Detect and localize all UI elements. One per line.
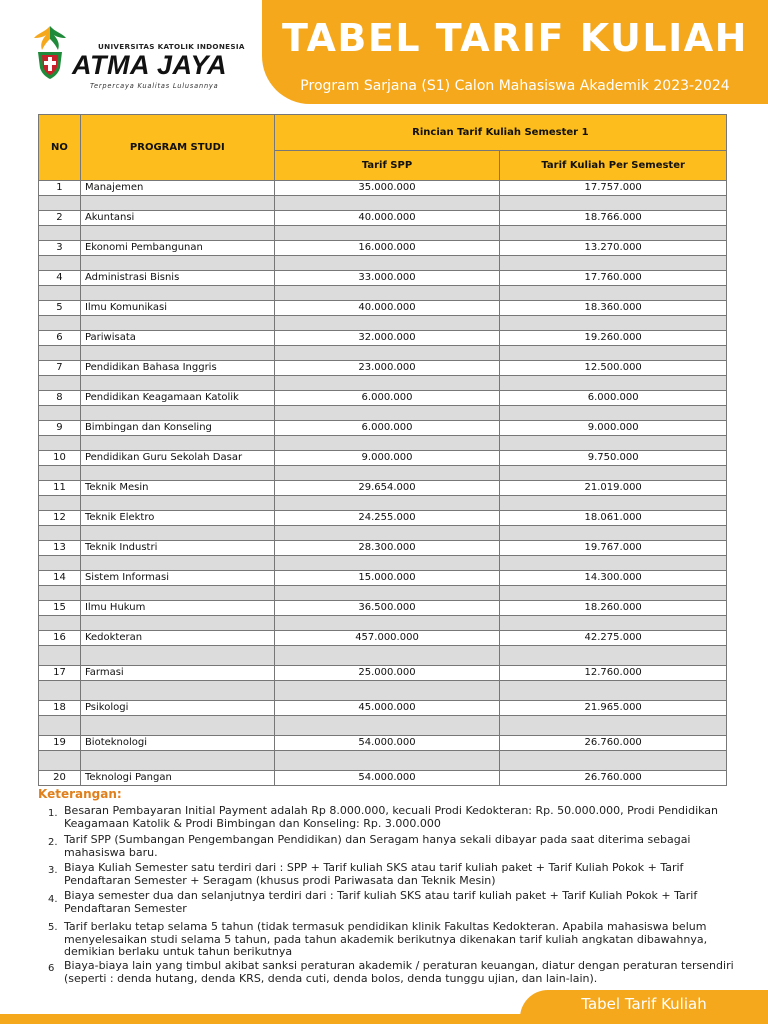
note-number: 1.	[48, 808, 58, 819]
table-spacer-row	[39, 751, 727, 771]
spacer-cell	[274, 376, 500, 391]
table-row	[39, 481, 727, 496]
spacer-cell	[39, 256, 81, 271]
table-row	[39, 666, 727, 681]
table-spacer-row	[39, 226, 727, 241]
spacer-cell	[274, 681, 500, 701]
header-program: PROGRAM STUDI	[80, 115, 274, 181]
table-row	[39, 361, 727, 376]
row-spp: 16.000.000	[274, 241, 500, 256]
spacer-cell	[500, 751, 727, 771]
note-number: 5.	[48, 922, 58, 933]
spacer-cell	[274, 436, 500, 451]
spacer-cell	[500, 646, 727, 666]
table-spacer-row	[39, 406, 727, 421]
row-spp: 45.000.000	[274, 701, 500, 716]
row-number: 5	[39, 301, 81, 316]
spacer-cell	[500, 681, 727, 701]
spacer-cell	[274, 466, 500, 481]
spacer-cell	[500, 466, 727, 481]
table-spacer-row	[39, 316, 727, 331]
spacer-cell	[274, 496, 500, 511]
table-row	[39, 211, 727, 226]
spacer-cell	[39, 646, 81, 666]
row-program: Ekonomi Pembangunan	[80, 241, 274, 256]
spacer-cell	[39, 436, 81, 451]
spacer-cell	[274, 346, 500, 361]
table-row	[39, 241, 727, 256]
note-text: Tarif SPP (Sumbangan Pengembangan Pendidikan) dan Seragam hanya sekali dibayar pada saat diterima sebagai mahasiswa baru.	[64, 833, 691, 859]
header-no: NO	[39, 115, 81, 181]
spacer-cell	[274, 646, 500, 666]
table-spacer-row	[39, 496, 727, 511]
spacer-cell	[39, 286, 81, 301]
row-program: Sistem Informasi	[80, 571, 274, 586]
table-spacer-row	[39, 681, 727, 701]
spacer-cell	[39, 316, 81, 331]
row-spp: 35.000.000	[274, 181, 500, 196]
spacer-cell	[39, 751, 81, 771]
row-program: Administrasi Bisnis	[80, 271, 274, 286]
row-spp: 33.000.000	[274, 271, 500, 286]
spacer-cell	[80, 616, 274, 631]
row-spp: 24.255.000	[274, 511, 500, 526]
spacer-cell	[500, 496, 727, 511]
spacer-cell	[80, 751, 274, 771]
row-number: 1	[39, 181, 81, 196]
row-per-semester: 19.260.000	[500, 331, 727, 346]
row-number: 14	[39, 571, 81, 586]
spacer-cell	[39, 406, 81, 421]
table-spacer-row	[39, 716, 727, 736]
row-per-semester: 12.500.000	[500, 361, 727, 376]
spacer-cell	[500, 226, 727, 241]
spacer-cell	[500, 346, 727, 361]
row-number: 10	[39, 451, 81, 466]
table-row	[39, 451, 727, 466]
row-spp: 23.000.000	[274, 361, 500, 376]
spacer-cell	[80, 406, 274, 421]
spacer-cell	[39, 616, 81, 631]
header-per-semester: Tarif Kuliah Per Semester	[500, 151, 727, 181]
row-program: Pendidikan Keagamaan Katolik	[80, 391, 274, 406]
row-program: Psikologi	[80, 701, 274, 716]
row-spp: 6.000.000	[274, 421, 500, 436]
page-subtitle: Program Sarjana (S1) Calon Mahasiswa Akademik 2023-2024	[300, 78, 730, 94]
spacer-cell	[80, 526, 274, 541]
spacer-cell	[274, 286, 500, 301]
row-per-semester: 21.965.000	[500, 701, 727, 716]
note-text: Tarif berlaku tetap selama 5 tahun (tidak termasuk pendidikan klinik Fakultas Kedokteran. Apabila mahasiswa belum menyelesaikan studi selama 5 tahun, pada tahun akademik berikutnya dikenakan tarif kuliah angkatan dibawahnya, demikian berlaku untuk tahun berikutnya	[64, 920, 708, 958]
row-spp: 6.000.000	[274, 391, 500, 406]
row-program: Kedokteran	[80, 631, 274, 646]
row-per-semester: 18.260.000	[500, 601, 727, 616]
spacer-cell	[500, 586, 727, 601]
row-program: Teknik Industri	[80, 541, 274, 556]
row-program: Ilmu Komunikasi	[80, 301, 274, 316]
row-program: Teknologi Pangan	[80, 771, 274, 786]
spacer-cell	[274, 586, 500, 601]
spacer-cell	[39, 346, 81, 361]
row-program: Teknik Mesin	[80, 481, 274, 496]
spacer-cell	[80, 316, 274, 331]
row-program: Manajemen	[80, 181, 274, 196]
row-program: Pariwisata	[80, 331, 274, 346]
spacer-cell	[274, 751, 500, 771]
table-spacer-row	[39, 256, 727, 271]
table-row	[39, 571, 727, 586]
row-spp: 54.000.000	[274, 736, 500, 751]
row-number: 2	[39, 211, 81, 226]
spacer-cell	[274, 406, 500, 421]
row-number: 6	[39, 331, 81, 346]
row-number: 16	[39, 631, 81, 646]
note-number: 2.	[48, 837, 58, 848]
spacer-cell	[500, 256, 727, 271]
table-row	[39, 736, 727, 751]
table-spacer-row	[39, 436, 727, 451]
table-row	[39, 771, 727, 786]
note-number: 6	[48, 963, 55, 974]
row-number: 18	[39, 701, 81, 716]
spacer-cell	[80, 436, 274, 451]
row-number: 13	[39, 541, 81, 556]
table-spacer-row	[39, 466, 727, 481]
spacer-cell	[80, 346, 274, 361]
table-row	[39, 631, 727, 646]
row-number: 9	[39, 421, 81, 436]
table-row	[39, 331, 727, 346]
spacer-cell	[500, 196, 727, 211]
spacer-cell	[274, 716, 500, 736]
row-per-semester: 14.300.000	[500, 571, 727, 586]
spacer-cell	[500, 556, 727, 571]
spacer-cell	[39, 526, 81, 541]
spacer-cell	[80, 466, 274, 481]
spacer-cell	[80, 256, 274, 271]
row-number: 12	[39, 511, 81, 526]
row-number: 11	[39, 481, 81, 496]
row-spp: 9.000.000	[274, 451, 500, 466]
note-text: Biaya Kuliah Semester satu terdiri dari : SPP + Tarif kuliah SKS atau tarif kuliah paket + Tarif Kuliah Pokok + Tarif Pendaftaran Semester + Seragam (khusus prodi Pariwasata dan Teknik Mesin)	[64, 861, 684, 887]
row-spp: 40.000.000	[274, 211, 500, 226]
row-number: 7	[39, 361, 81, 376]
table-spacer-row	[39, 586, 727, 601]
spacer-cell	[500, 376, 727, 391]
spacer-cell	[274, 526, 500, 541]
row-per-semester: 9.000.000	[500, 421, 727, 436]
row-number: 8	[39, 391, 81, 406]
footer-label: Tabel Tarif Kuliah	[581, 995, 707, 1013]
spacer-cell	[80, 646, 274, 666]
note-text: Biaya-biaya lain yang timbul akibat sanksi peraturan akademik / peraturan keuangan, diatur dengan peraturan tersendiri (seperti : denda hutang, denda KRS, denda cuti, denda bolos, denda tunggu ujian, dan lain-lain).	[64, 959, 734, 985]
spacer-cell	[39, 716, 81, 736]
row-spp: 28.300.000	[274, 541, 500, 556]
spacer-cell	[500, 616, 727, 631]
row-number: 17	[39, 666, 81, 681]
note-text: Besaran Pembayaran Initial Payment adalah Rp 8.000.000, kecuali Prodi Kedokteran: Rp. 50.000.000, Prodi Pendidikan Keagamaan Katolik & Prodi Bimbingan dan Konseling: Rp. 3.000.000	[64, 804, 719, 830]
row-per-semester: 18.766.000	[500, 211, 727, 226]
table-body	[39, 181, 727, 786]
spacer-cell	[80, 226, 274, 241]
row-program: Ilmu Hukum	[80, 601, 274, 616]
spacer-cell	[274, 556, 500, 571]
row-number: 20	[39, 771, 81, 786]
table-spacer-row	[39, 556, 727, 571]
row-spp: 15.000.000	[274, 571, 500, 586]
table-row	[39, 601, 727, 616]
spacer-cell	[39, 586, 81, 601]
table-row	[39, 301, 727, 316]
spacer-cell	[80, 196, 274, 211]
spacer-cell	[80, 556, 274, 571]
table-spacer-row	[39, 646, 727, 666]
logo-tagline: Terpercaya Kualitas Lulusannya	[90, 82, 219, 90]
row-program: Pendidikan Bahasa Inggris	[80, 361, 274, 376]
table-spacer-row	[39, 616, 727, 631]
spacer-cell	[39, 556, 81, 571]
row-spp: 40.000.000	[274, 301, 500, 316]
row-number: 15	[39, 601, 81, 616]
row-per-semester: 26.760.000	[500, 771, 727, 786]
spacer-cell	[80, 681, 274, 701]
spacer-cell	[500, 716, 727, 736]
row-per-semester: 18.360.000	[500, 301, 727, 316]
row-program: Bimbingan dan Konseling	[80, 421, 274, 436]
row-spp: 457.000.000	[274, 631, 500, 646]
spacer-cell	[80, 716, 274, 736]
spacer-cell	[274, 196, 500, 211]
row-spp: 36.500.000	[274, 601, 500, 616]
row-spp: 32.000.000	[274, 331, 500, 346]
spacer-cell	[39, 376, 81, 391]
spacer-cell	[80, 286, 274, 301]
spacer-cell	[274, 316, 500, 331]
row-per-semester: 13.270.000	[500, 241, 727, 256]
spacer-cell	[80, 376, 274, 391]
row-spp: 29.654.000	[274, 481, 500, 496]
row-per-semester: 19.767.000	[500, 541, 727, 556]
row-program: Akuntansi	[80, 211, 274, 226]
spacer-cell	[39, 226, 81, 241]
table-spacer-row	[39, 376, 727, 391]
spacer-cell	[39, 196, 81, 211]
row-per-semester: 6.000.000	[500, 391, 727, 406]
table-spacer-row	[39, 196, 727, 211]
row-spp: 54.000.000	[274, 771, 500, 786]
table-row	[39, 701, 727, 716]
header-spp: Tarif SPP	[274, 151, 500, 181]
tuition-table	[38, 114, 727, 786]
spacer-cell	[39, 496, 81, 511]
spacer-cell	[39, 466, 81, 481]
table-spacer-row	[39, 286, 727, 301]
table-spacer-row	[39, 526, 727, 541]
row-program: Farmasi	[80, 666, 274, 681]
note-number: 4.	[48, 894, 58, 905]
table-row	[39, 181, 727, 196]
spacer-cell	[80, 496, 274, 511]
row-per-semester: 12.760.000	[500, 666, 727, 681]
table-row	[39, 511, 727, 526]
table-row	[39, 391, 727, 406]
row-program: Pendidikan Guru Sekolah Dasar	[80, 451, 274, 466]
row-program: Teknik Elektro	[80, 511, 274, 526]
header-group: Rincian Tarif Kuliah Semester 1	[274, 115, 726, 151]
table-row	[39, 421, 727, 436]
table-row	[39, 271, 727, 286]
row-per-semester: 21.019.000	[500, 481, 727, 496]
table-row	[39, 541, 727, 556]
row-per-semester: 26.760.000	[500, 736, 727, 751]
row-number: 3	[39, 241, 81, 256]
notes-heading: Keterangan:	[38, 787, 122, 801]
spacer-cell	[80, 586, 274, 601]
spacer-cell	[274, 256, 500, 271]
spacer-cell	[274, 226, 500, 241]
note-text: Biaya semester dua dan selanjutnya terdiri dari : Tarif kuliah SKS atau tarif kuliah paket + Tarif Kuliah Pokok + Tarif Pendaftaran Semester	[64, 889, 698, 915]
row-per-semester: 42.275.000	[500, 631, 727, 646]
row-program: Bioteknologi	[80, 736, 274, 751]
spacer-cell	[500, 316, 727, 331]
row-per-semester: 18.061.000	[500, 511, 727, 526]
spacer-cell	[500, 406, 727, 421]
university-logo	[24, 20, 245, 90]
page-title: TABEL TARIF KULIAH	[282, 16, 748, 60]
note-number: 3.	[48, 865, 58, 876]
row-number: 19	[39, 736, 81, 751]
table-spacer-row	[39, 346, 727, 361]
spacer-cell	[39, 681, 81, 701]
row-per-semester: 17.760.000	[500, 271, 727, 286]
logo-name: ATMA JAYA	[72, 50, 227, 80]
row-number: 4	[39, 271, 81, 286]
spacer-cell	[500, 436, 727, 451]
row-per-semester: 9.750.000	[500, 451, 727, 466]
spacer-cell	[274, 616, 500, 631]
atma-jaya-crest-icon	[30, 24, 70, 80]
row-per-semester: 17.757.000	[500, 181, 727, 196]
row-spp: 25.000.000	[274, 666, 500, 681]
logo-university-text: UNIVERSITAS KATOLIK INDONESIA	[98, 42, 245, 51]
spacer-cell	[500, 286, 727, 301]
spacer-cell	[500, 526, 727, 541]
